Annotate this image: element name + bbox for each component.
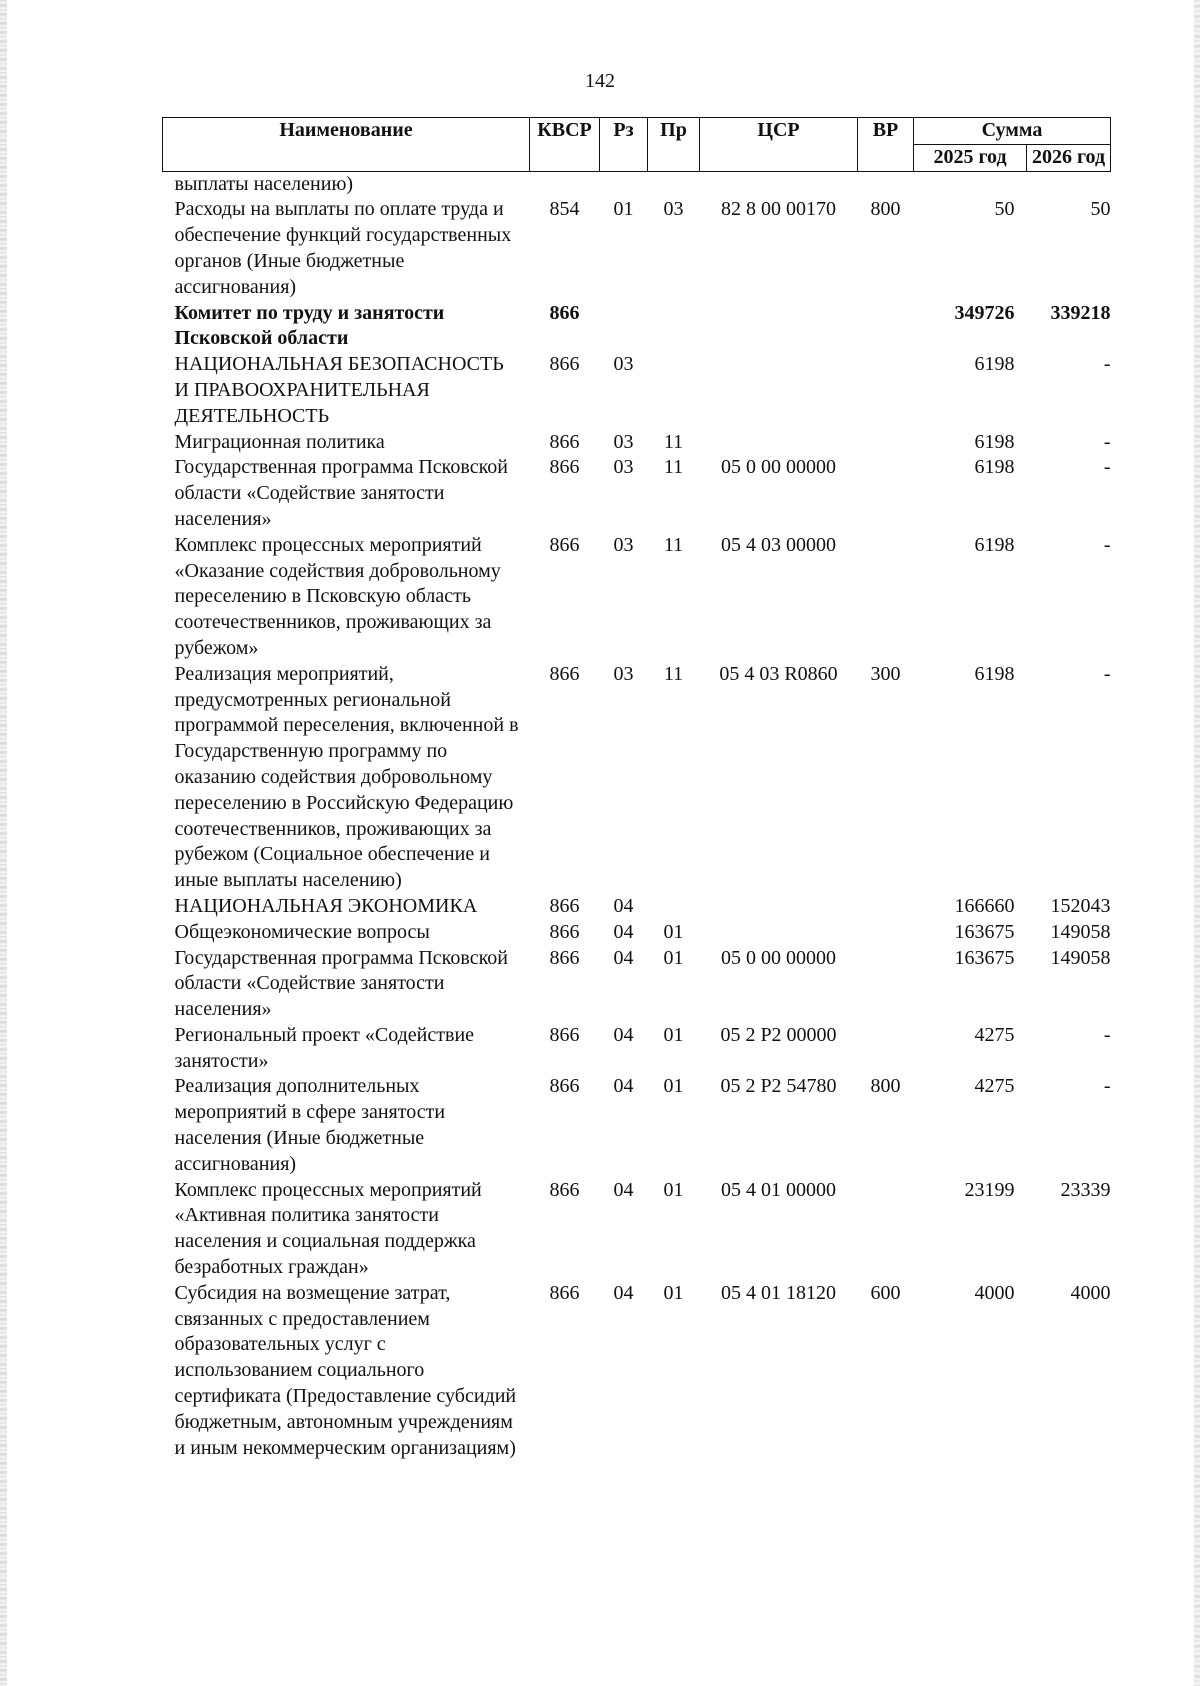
cell-sum-2026: 50 [1090,198,1111,221]
cell-sum-2026: 152043 [1050,894,1111,917]
cell-sum-2026: - [1103,662,1111,685]
table-row [163,533,1111,662]
cell-vr: 600 [870,1281,901,1304]
table-row [163,920,1111,946]
scan-edge-right [1194,0,1200,1686]
header-name: Наименование [163,118,530,172]
cell-name: НАЦИОНАЛЬНАЯ БЕЗОПАСНОСТЬ И ПРАВООХРАНИТЕЛЬНАЯ ДЕЯТЕЛЬНОСТЬ [174,353,504,427]
budget-table [162,117,1111,1461]
cell-kvsr: 866 [549,1281,580,1304]
cell-csr [700,920,858,946]
cell-csr: 05 0 00 00000 [721,946,836,969]
cell-vr [858,455,914,532]
cell-kvsr: 866 [549,353,580,376]
cell-vr [858,301,914,353]
cell-rz: 03 [613,430,634,453]
cell-sum-2025: 4275 [974,1075,1015,1098]
cell-pr: 03 [663,198,684,221]
table-row [163,1023,1111,1075]
cell-sum-2025: 4000 [974,1281,1015,1304]
cell-sum-2026: 339218 [1050,301,1111,324]
cell-rz: 04 [613,1178,634,1201]
table-body [163,171,1111,1461]
cell-pr: 01 [663,920,684,943]
table-row [163,455,1111,532]
cell-kvsr: 866 [549,301,580,324]
cell-vr: 800 [870,1075,901,1098]
cell-csr [700,171,858,197]
table-row [163,171,1111,197]
cell-name: НАЦИОНАЛЬНАЯ ЭКОНОМИКА [174,894,478,917]
cell-sum-2025: 6198 [974,456,1015,479]
cell-pr: 01 [663,1281,684,1304]
table-row [163,946,1111,1023]
cell-csr: 05 4 01 18120 [721,1281,836,1304]
cell-vr: 300 [870,662,901,685]
cell-vr: 800 [870,198,901,221]
cell-rz: 04 [613,894,634,917]
header-sum: Сумма [914,118,1111,145]
cell-sum-2026: 149058 [1050,946,1111,969]
cell-sum-2026: 4000 [1070,1281,1111,1304]
cell-sum-2026: - [1103,456,1111,479]
cell-kvsr: 866 [549,1023,580,1046]
cell-sum-2025: 6198 [974,353,1015,376]
cell-kvsr: 866 [549,430,580,453]
table-row [163,430,1111,456]
cell-sum-2025: 4275 [974,1023,1015,1046]
cell-csr: 05 2 P2 00000 [720,1023,837,1046]
cell-kvsr: 866 [549,920,580,943]
cell-name: Комплекс процессных мероприятий «Активная политика занятости населения и социальная поддержка безработных граждан» [174,1178,482,1279]
cell-vr [858,920,914,946]
cell-sum-2026: - [1103,533,1111,556]
table-row [163,197,1111,300]
cell-csr: 05 4 01 00000 [721,1178,836,1201]
table-row [163,1281,1111,1462]
cell-kvsr [530,171,600,197]
scan-edge-left [0,0,7,1686]
header-pr: Пр [648,118,700,172]
cell-sum-2025: 163675 [954,946,1015,969]
cell-rz [600,301,648,353]
cell-name: Миграционная политика [174,430,385,453]
cell-name: выплаты населению) [174,172,354,195]
cell-vr [858,1023,914,1075]
cell-csr: 82 8 00 00170 [721,198,836,221]
cell-csr [700,430,858,456]
cell-kvsr: 854 [549,198,580,221]
cell-rz: 01 [613,198,634,221]
cell-name: Субсидия на возмещение затрат, связанных с предоставлением образовательных услуг с использованием социального сертификата (Предоставление субсидий бюджетным, автономным учреждениям и иным некоммерческим организациям) [174,1281,517,1459]
cell-sum-2025: 6198 [974,662,1015,685]
cell-sum-2025: 23199 [964,1178,1015,1201]
cell-pr [648,301,700,353]
cell-pr: 11 [663,662,684,685]
cell-sum-2025: 6198 [974,533,1015,556]
cell-pr [648,894,700,920]
cell-sum-2026: - [1103,353,1111,376]
cell-sum-2025: 163675 [954,920,1015,943]
table-row [163,1074,1111,1177]
header-rz: Рз [600,118,648,172]
cell-rz: 04 [613,920,634,943]
table-row [163,662,1111,894]
cell-vr [858,533,914,662]
table-header [163,118,1111,172]
cell-sum-2026 [1027,171,1111,197]
cell-rz: 04 [613,1023,634,1046]
cell-csr: 05 4 03 00000 [721,533,836,556]
cell-rz [600,171,648,197]
cell-sum-2026: - [1103,430,1111,453]
cell-sum-2026: 149058 [1050,920,1111,943]
cell-sum-2025: 6198 [974,430,1015,453]
cell-kvsr: 866 [549,662,580,685]
cell-pr [648,171,700,197]
cell-name: Комитет по труду и занятости Псковской области [174,301,445,350]
cell-pr: 01 [663,1178,684,1201]
cell-pr: 01 [663,1023,684,1046]
cell-csr: 05 0 00 00000 [721,456,836,479]
cell-csr [700,352,858,429]
cell-kvsr: 866 [549,894,580,917]
cell-sum-2025: 50 [994,198,1015,221]
cell-kvsr: 866 [549,946,580,969]
cell-kvsr: 866 [549,533,580,556]
cell-csr: 05 4 03 R0860 [719,662,838,685]
cell-rz: 03 [613,533,634,556]
cell-rz: 03 [613,353,634,376]
cell-kvsr: 866 [549,1075,580,1098]
cell-kvsr: 866 [549,456,580,479]
cell-name: Государственная программа Псковской области «Содействие занятости населения» [174,946,508,1021]
table-row [163,894,1111,920]
cell-csr [700,894,858,920]
table-row [163,352,1111,429]
header-kvsr: КВСР [530,118,600,172]
cell-vr [858,171,914,197]
cell-sum-2025: 166660 [954,894,1015,917]
cell-rz: 04 [613,1281,634,1304]
cell-vr [858,430,914,456]
cell-csr: 05 2 P2 54780 [720,1075,837,1098]
cell-vr [858,894,914,920]
cell-pr: 11 [663,456,684,479]
cell-rz: 04 [613,1075,634,1098]
cell-sum-2026: - [1103,1075,1111,1098]
cell-name: Государственная программа Псковской области «Содействие занятости населения» [174,456,508,530]
cell-pr: 11 [663,533,684,556]
cell-sum-2026: - [1103,1023,1111,1046]
cell-name: Общеэкономические вопросы [174,920,430,943]
cell-name: Расходы на выплаты по оплате труда и обеспечение функций государственных органов (Иные бюджетные ассигнования) [174,198,512,298]
cell-kvsr: 866 [549,1178,580,1201]
header-csr: ЦСР [700,118,858,172]
cell-name: Реализация мероприятий, предусмотренных региональной программой переселения, включенной в Государственную программу по оказанию содействия добровольному переселению в Российскую Федерацию соотечественников, проживающих за рубежом (Социальное обеспечение и иные выплаты населению) [174,662,519,892]
cell-csr [700,301,858,353]
header-vr: ВР [858,118,914,172]
cell-sum-2025 [914,171,1027,197]
header-year-2026: 2026 год [1027,144,1111,171]
cell-vr [858,1178,914,1281]
table-row [163,301,1111,353]
cell-rz: 03 [613,662,634,685]
header-year-2025: 2025 год [914,144,1027,171]
table-row [163,1178,1111,1281]
cell-sum-2025: 349726 [954,301,1015,324]
cell-name: Региональный проект «Содействие занятости» [174,1023,475,1072]
cell-rz: 04 [613,946,634,969]
cell-vr [858,352,914,429]
cell-rz: 03 [613,456,634,479]
cell-name: Реализация дополнительных мероприятий в сфере занятости населения (Иные бюджетные ассигнования) [174,1075,446,1175]
cell-pr [648,352,700,429]
page-number: 142 [585,70,615,92]
cell-pr: 01 [663,946,684,969]
cell-sum-2026: 23339 [1060,1178,1111,1201]
cell-name: Комплекс процессных мероприятий «Оказание содействия добровольному переселению в Псковскую область соотечественников, проживающих за рубежом» [174,533,501,659]
cell-vr [858,946,914,1023]
cell-pr: 01 [663,1075,684,1098]
cell-pr: 11 [663,430,684,453]
